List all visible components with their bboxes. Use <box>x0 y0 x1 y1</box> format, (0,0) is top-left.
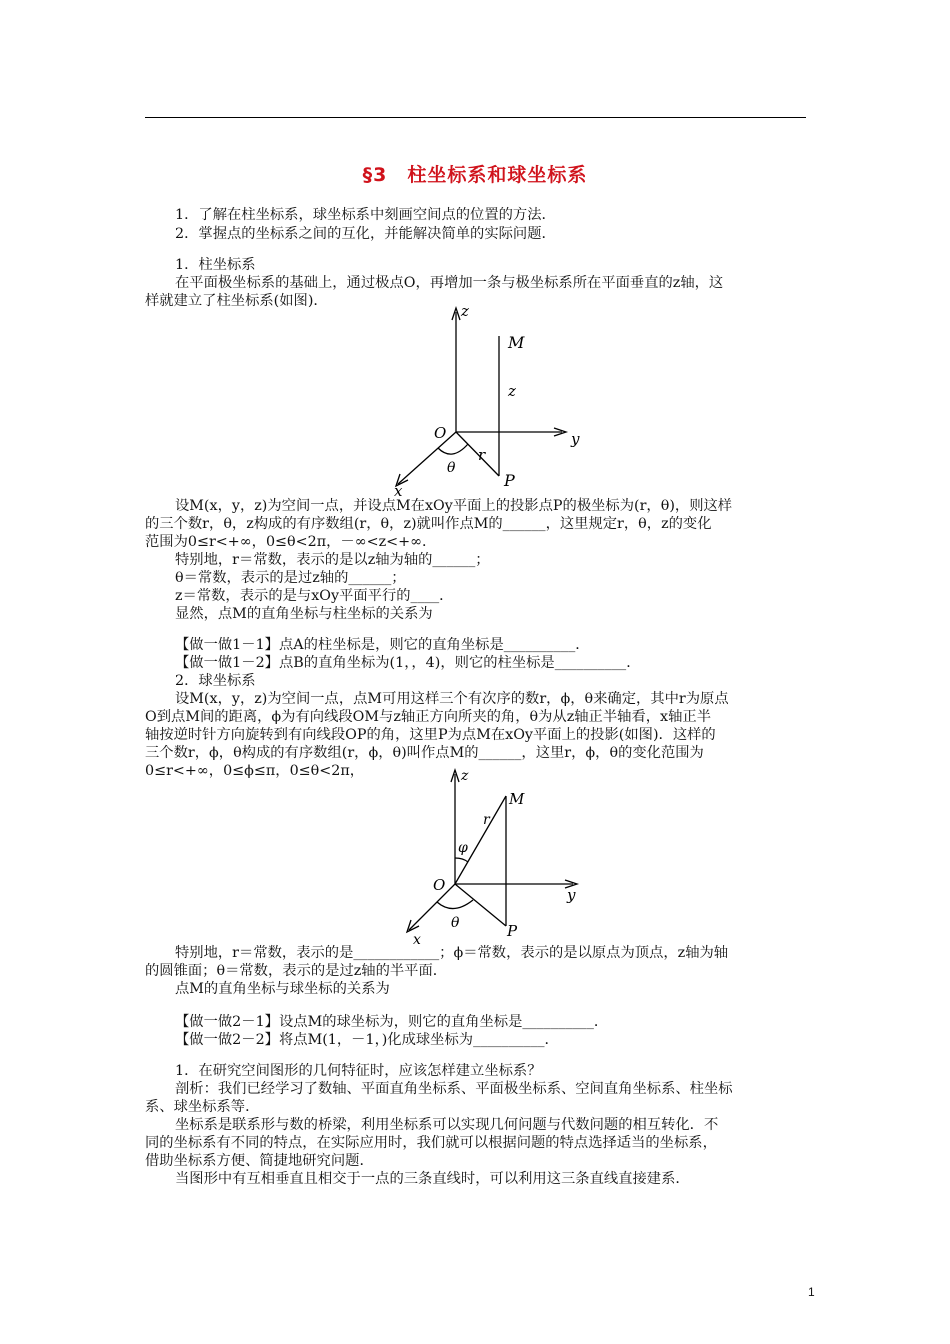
label-origin: O <box>434 424 447 442</box>
label-r: r <box>478 446 486 464</box>
x-axis <box>398 432 456 484</box>
label-theta: θ <box>451 915 460 931</box>
label-z-axis: z <box>461 768 469 784</box>
label-x-axis: x <box>413 932 421 946</box>
relation-line: 点M的直角坐标与球坐标的关系为 <box>175 981 390 997</box>
analysis-line: 剖析：我们已经学习了数轴、平面直角坐标系、平面极坐标系、空间直角坐标系、柱坐标 <box>175 1081 733 1097</box>
label-z-axis: z <box>461 302 469 320</box>
exercise-1-2: 【做一做1－2】点B的直角坐标为(1，，4)，则它的柱坐标是__________． <box>175 655 641 671</box>
segment-op <box>455 884 506 926</box>
spherical-coordinates-figure <box>395 764 595 946</box>
label-x-axis: x <box>394 482 403 498</box>
paragraph-line: 范围为0≤r<+∞，0≤θ<2π，－∞<z<+∞． <box>145 534 437 550</box>
paragraph-line: O到点M间的距离，ϕ为有向线段OM与z轴正方向所夹的角，θ为从z轴正半轴看，x轴正半 <box>145 709 711 725</box>
exercise-2-2: 【做一做2－2】将点M(1，－1，)化成球坐标为__________． <box>175 1032 559 1048</box>
special-case-line: 特别地，r＝常数，表示的是以z轴为轴的______； <box>175 552 490 568</box>
label-y-axis: y <box>571 430 580 448</box>
paragraph-line: 三个数r，ϕ，θ构成的有序数组(r，ϕ，θ)叫作点M的______，这里r，ϕ，θ的变化范围为 <box>145 745 704 761</box>
phi-arc <box>455 858 468 862</box>
goal-1: 1．了解在柱坐标系，球坐标系中刻画空间点的位置的方法． <box>175 207 556 223</box>
paragraph-line: 轴按逆时针方向旋转到有向线段OP的角，这里P为点M在xOy平面上的投影(如图)．这样的 <box>145 727 716 743</box>
analysis-line: 当图形中有互相垂直且相交于一点的三条直线时，可以利用这三条直线直接建系． <box>175 1171 690 1187</box>
label-phi: φ <box>458 840 468 856</box>
label-y-axis: y <box>567 886 576 904</box>
section-2-heading: 2．球坐标系 <box>175 673 256 689</box>
label-theta: θ <box>447 460 456 476</box>
exercise-2-1: 【做一做2－1】设点M的球坐标为，则它的直角坐标是__________． <box>175 1014 609 1030</box>
label-origin: O <box>433 876 446 894</box>
exercise-1-1: 【做一做1－1】点A的柱坐标是，则它的直角坐标是__________． <box>175 637 590 653</box>
section-title: §3 柱坐标系和球坐标系 <box>362 164 588 186</box>
special-case-line: 特别地，r＝常数，表示的是____________；ϕ＝常数，表示的是以原点为顶点，z轴为轴 <box>175 945 729 961</box>
special-case-line: z＝常数，表示的是与xOy平面平行的____． <box>175 588 454 604</box>
section-1-heading: 1．柱坐标系 <box>175 257 256 273</box>
paragraph-line: 设M(x，y，z)为空间一点，并设点M在xOy平面上的投影点P的极坐标为(r，θ)，则这样 <box>175 498 733 514</box>
paragraph-line: 0≤r<+∞，0≤ϕ≤π，0≤θ<2π， <box>145 763 365 779</box>
label-point-m: M <box>509 790 525 808</box>
x-axis <box>409 884 455 930</box>
question-1: 1．在研究空间图形的几何特征时，应该怎样建立坐标系？ <box>175 1063 542 1079</box>
label-r: r <box>483 812 490 828</box>
analysis-line: 同的坐标系有不同的特点，在实际应用时，我们就可以根据问题的特点选择适当的坐标系， <box>145 1135 717 1151</box>
analysis-line: 坐标系是联系形与数的桥梁，利用坐标系可以实现几何问题与代数问题的相互转化．不 <box>175 1117 719 1133</box>
header-rule <box>145 117 806 118</box>
analysis-line: 系、球坐标系等． <box>145 1099 260 1115</box>
relation-line: 显然，点M的直角坐标与柱坐标的关系为 <box>175 606 433 622</box>
page-number: 1 <box>808 1285 815 1299</box>
label-height-z: z <box>508 382 516 400</box>
theta-arc <box>438 444 468 454</box>
label-point-p: P <box>507 922 518 940</box>
label-point-m: M <box>508 333 525 352</box>
paragraph-line: 样就建立了柱坐标系(如图)． <box>145 293 328 309</box>
label-point-p: P <box>504 471 515 490</box>
paragraph-line: 在平面极坐标系的基础上，通过极点O，再增加一条与极坐标系所在平面垂直的z轴，这 <box>175 275 724 291</box>
theta-arc <box>437 900 473 909</box>
paragraph-line: 的三个数r，θ，z构成的有序数组(r，θ，z)就叫作点M的______，这里规定r，θ，z的变化 <box>145 516 712 532</box>
analysis-line: 借助坐标系方便、简捷地研究问题． <box>145 1153 374 1169</box>
special-case-line: 的圆锥面；θ＝常数，表示的是过z轴的半平面． <box>145 963 448 979</box>
paragraph-line: 设M(x，y，z)为空间一点，点M可用这样三个有次序的数r，ϕ，θ来确定，其中r为原点 <box>175 691 729 707</box>
cylindrical-coordinates-figure <box>390 302 600 498</box>
special-case-line: θ＝常数，表示的是过z轴的______； <box>175 570 406 586</box>
goal-2: 2．掌握点的坐标系之间的互化，并能解决简单的实际问题． <box>175 226 556 242</box>
